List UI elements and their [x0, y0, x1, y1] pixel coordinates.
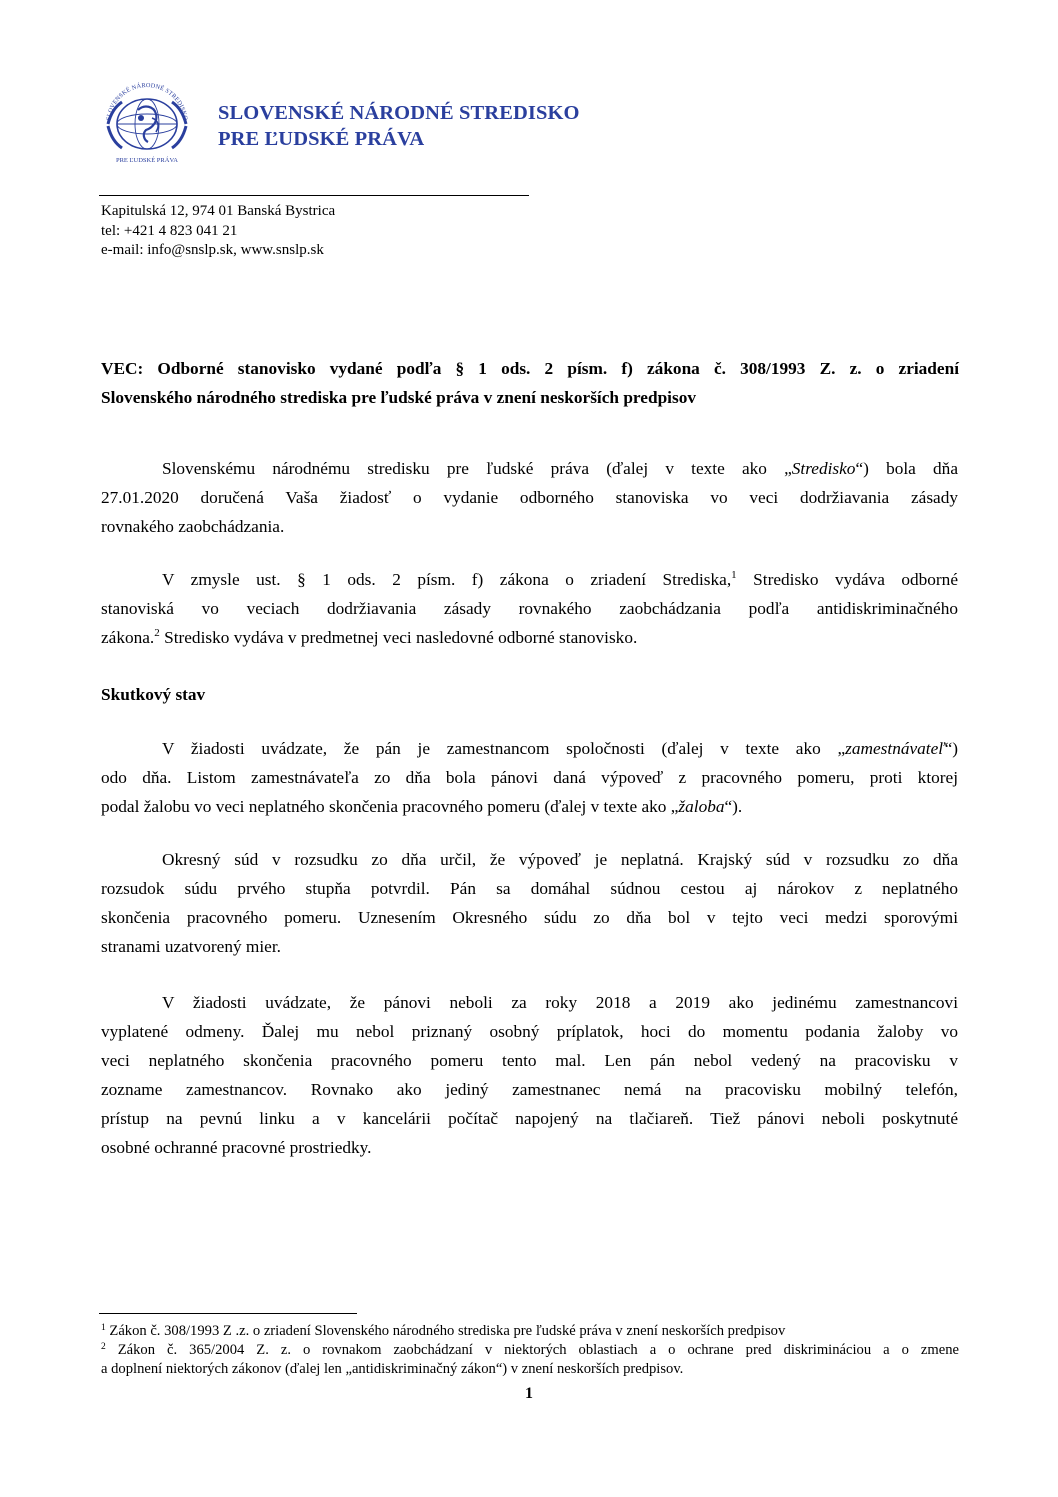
paragraph-line [101, 565, 958, 594]
paragraph-line: rovnakého zaobchádzania. [101, 517, 285, 536]
footnote-text: Zákon č. 308/1993 Z .z. o zriadení Slovenského národného strediska pre ľudské práva v znení neskorších predpisov [105, 1323, 786, 1339]
paragraph-legal-basis [101, 565, 958, 652]
footnote-number: 1 [101, 1323, 106, 1333]
text: “). [724, 797, 743, 816]
contact-block [101, 202, 335, 261]
paragraph-line: veci neplatného skončenia pracovného pomeru tento mal. Len pán nebol vedený na pracovisku v [101, 1051, 958, 1070]
svg-text:SLOVENSKÉ NÁRODNÉ STREDISKO [105, 81, 189, 121]
paragraph-line: skončenia pracovného pomeru. Uznesením Okresného súdu zo dňa bol v tejto veci medzi sporovými [101, 908, 958, 927]
paragraph-line: odo dňa. Listom zamestnávateľa zo dňa bola pánovi daná výpoveď z pracovného pomeru, proti ktorej [101, 768, 958, 787]
emphasis: Stredisko [791, 459, 856, 478]
page-number: 1 [525, 1385, 533, 1402]
paragraph-line: 27.01.2020 doručená Vaša žiadosť o vydanie odborného stanoviska vo veci dodržiavania zásady [101, 488, 958, 507]
logo-text-bottom: PRE ĽUDSKÉ PRÁVA [115, 157, 179, 164]
text: “) [944, 739, 958, 758]
paragraph-line [101, 734, 958, 763]
text: Stredisko vydáva v predmetnej veci nasledovné odborné stanovisko. [159, 628, 638, 647]
text: Slovenskému národnému stredisku pre ľudské práva (ďalej v texte ako „ [162, 459, 792, 478]
paragraph-line: stranami uzatvorený mier. [101, 937, 281, 956]
emphasis: zamestnávateľ [845, 739, 945, 758]
paragraph-facts-1 [101, 734, 958, 821]
footnote-ref[interactable]: 2 [154, 627, 160, 639]
header-divider [99, 195, 529, 196]
text: Stredisko vydáva odborné [736, 570, 958, 589]
footnote-2 [101, 1341, 959, 1360]
emphasis: žaloba [678, 797, 725, 816]
paragraph-line: osobné ochranné pracovné prostriedky. [101, 1138, 372, 1157]
logo-text-top: SLOVENSKÉ NÁRODNÉ STREDISKO [105, 81, 189, 121]
footnote-1 [101, 1322, 959, 1341]
text: “) bola dňa [855, 459, 958, 478]
paragraph-facts-3 [101, 988, 958, 1162]
paragraph-line: prístup na pevnú linku a v kancelárii počítač napojený na tlačiareň. Tiež pánovi neboli poskytnuté [101, 1109, 958, 1128]
paragraph-facts-2 [101, 845, 958, 961]
text: V zmysle ust. § 1 ods. 2 písm. f) zákona o zriadení Strediska, [162, 570, 732, 589]
text: podal žalobu vo veci neplatného skončenia pracovného pomeru (ďalej v texte ako „ [101, 797, 679, 816]
email-web: e-mail: info@snslp.sk, www.snslp.sk [101, 242, 324, 258]
organization-logo [96, 74, 198, 166]
footnotes [101, 1322, 959, 1379]
subject-heading [101, 354, 959, 412]
footnote-text: Zákon č. 365/2004 Z. z. o rovnakom zaobchádzaní v niektorých oblastiach a o ochrane pred diskrimináciou a o zmene [105, 1342, 959, 1358]
paragraph-line: rozsudok súdu prvého stupňa potvrdil. Pán sa domáhal súdnou cestou aj nárokov z neplatného [101, 879, 958, 898]
organization-name-line2: PRE ĽUDSKÉ PRÁVA [218, 128, 425, 150]
subject-line2: Slovenského národného strediska pre ľudské práva v znení neskorších predpisov [101, 388, 696, 407]
text: zákona. [101, 628, 155, 647]
organization-name-line1: SLOVENSKÉ NÁRODNÉ STREDISKO [218, 102, 580, 124]
paragraph-line: vyplatené odmeny. Ďalej mu nebol priznaný osobný príplatok, hoci do momentu podania žaloby vo [101, 1022, 958, 1041]
subject-line1: VEC: Odborné stanovisko vydané podľa § 1 ods. 2 písm. f) zákona č. 308/1993 Z. z. o zriadení [101, 359, 959, 378]
section-heading: Skutkový stav [101, 685, 206, 704]
address: Kapitulská 12, 974 01 Banská Bystrica [101, 203, 336, 219]
organization-name [218, 100, 580, 152]
phone: tel: +421 4 823 041 21 [101, 222, 238, 239]
paragraph-line [101, 454, 958, 483]
paragraph-line: zozname zamestnancov. Rovnako ako jediný zamestnanec nemá na pracovisku mobilný telefón, [101, 1080, 958, 1099]
footnote-2-continued: a doplnení niektorých zákonov (ďalej len „antidiskriminačný zákon“) v znení neskorších predpisov. [101, 1361, 684, 1377]
paragraph-line [101, 792, 958, 821]
footnote-number: 2 [101, 1342, 106, 1352]
paragraph-line: Okresný súd v rozsudku zo dňa určil, že výpoveď je neplatná. Krajský súd v rozsudku zo dňa [162, 850, 958, 869]
footnote-divider [99, 1313, 357, 1314]
footnote-ref[interactable]: 1 [731, 569, 737, 581]
text: V žiadosti uvádzate, že pán je zamestnancom spoločnosti (ďalej v texte ako „ [162, 739, 846, 758]
paragraph-line: V žiadosti uvádzate, že pánovi neboli za roky 2018 a 2019 ako jedinému zamestnancovi [162, 993, 958, 1012]
paragraph-line [101, 623, 958, 652]
paragraph-line: stanoviská vo veciach dodržiavania zásady rovnakého zaobchádzania podľa antidiskriminačného [101, 599, 958, 618]
paragraph-intro [101, 454, 958, 541]
